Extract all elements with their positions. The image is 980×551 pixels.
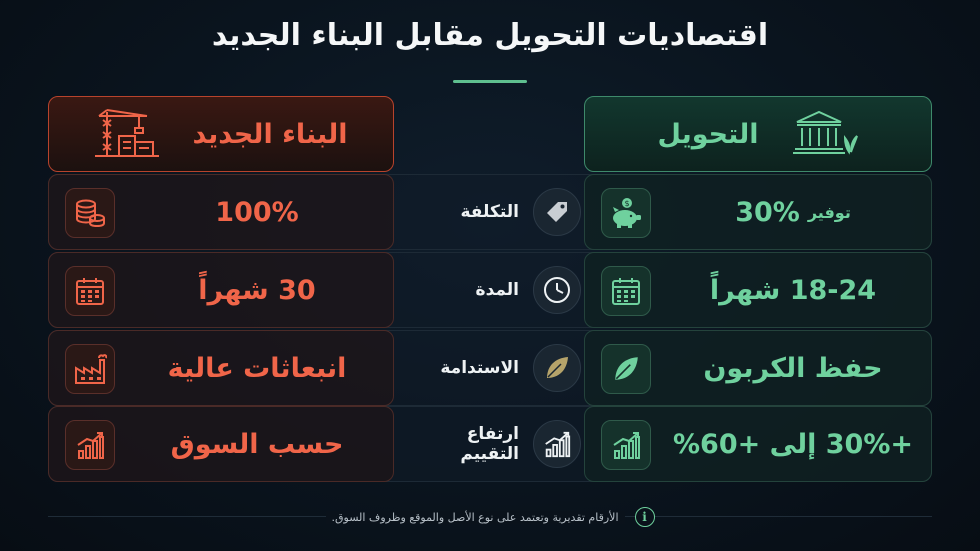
new-build-cell bbox=[48, 174, 394, 250]
refurbish-cell bbox=[584, 174, 932, 250]
new-build-value: حسب السوق bbox=[170, 428, 344, 460]
new-build-cell bbox=[48, 252, 394, 328]
metric-label-group bbox=[401, 407, 581, 481]
refurbish-value-prefix: توفير bbox=[807, 202, 851, 222]
leaf-icon bbox=[601, 344, 651, 394]
footnote bbox=[48, 506, 932, 528]
construction-crane-icon bbox=[95, 106, 159, 162]
refurbish-cell bbox=[584, 406, 932, 482]
bar-chart-growth-icon bbox=[533, 420, 581, 468]
calendar-icon bbox=[65, 266, 115, 316]
calendar-icon bbox=[601, 266, 651, 316]
new-build-value: 30 شهراً bbox=[198, 274, 316, 306]
new-build-value: انبعاثات عالية bbox=[167, 352, 347, 384]
refurbish-value: 18-24 شهراً bbox=[709, 274, 877, 306]
bar-chart-growth-icon bbox=[601, 420, 651, 470]
refurbish-label: التحويل bbox=[657, 118, 759, 150]
svg-text:$: $ bbox=[624, 199, 630, 208]
new-build-value: 100% bbox=[215, 196, 299, 228]
refurbish-cell bbox=[584, 330, 932, 406]
footnote-text: الأرقام تقديرية وتعتمد على نوع الأصل والموقع وظروف السوق. bbox=[326, 511, 625, 524]
page-title: اقتصاديات التحويل مقابل البناء الجديد bbox=[211, 18, 769, 53]
refurbish-cell bbox=[584, 252, 932, 328]
metric-label-group bbox=[401, 175, 581, 249]
refurbish-value-group bbox=[655, 175, 931, 249]
classical-building-icon bbox=[793, 108, 859, 160]
new-build-cell bbox=[48, 406, 394, 482]
refurbish-value: حفظ الكربون bbox=[703, 352, 883, 384]
metric-label: المدة bbox=[475, 280, 519, 300]
comparison-row-sustainability bbox=[48, 330, 932, 406]
title-underline bbox=[453, 80, 527, 83]
metric-label-group bbox=[401, 253, 581, 327]
refurbish-header bbox=[584, 96, 932, 172]
leaf-icon bbox=[533, 344, 581, 392]
refurbish-value: 30% bbox=[735, 196, 800, 228]
price-tag-icon bbox=[533, 188, 581, 236]
factory-icon bbox=[65, 344, 115, 394]
metric-label: التكلفة bbox=[460, 202, 519, 222]
comparison-row-cost bbox=[48, 174, 932, 250]
comparison-row-duration bbox=[48, 252, 932, 328]
piggy-bank-icon bbox=[601, 188, 651, 238]
new-build-cell bbox=[48, 330, 394, 406]
metric-label: ارتفاع التقييم bbox=[460, 424, 519, 464]
refurbish-value: +30% إلى +60% bbox=[672, 428, 914, 460]
metric-label: الاستدامة bbox=[440, 358, 519, 378]
metric-label-group bbox=[401, 331, 581, 405]
new-build-header bbox=[48, 96, 394, 172]
coin-stack-icon bbox=[65, 188, 115, 238]
clock-icon bbox=[533, 266, 581, 314]
bar-chart-growth-icon bbox=[65, 420, 115, 470]
info-icon: i bbox=[635, 507, 655, 527]
new-build-label: البناء الجديد bbox=[192, 118, 348, 150]
comparison-row-valuation bbox=[48, 406, 932, 482]
